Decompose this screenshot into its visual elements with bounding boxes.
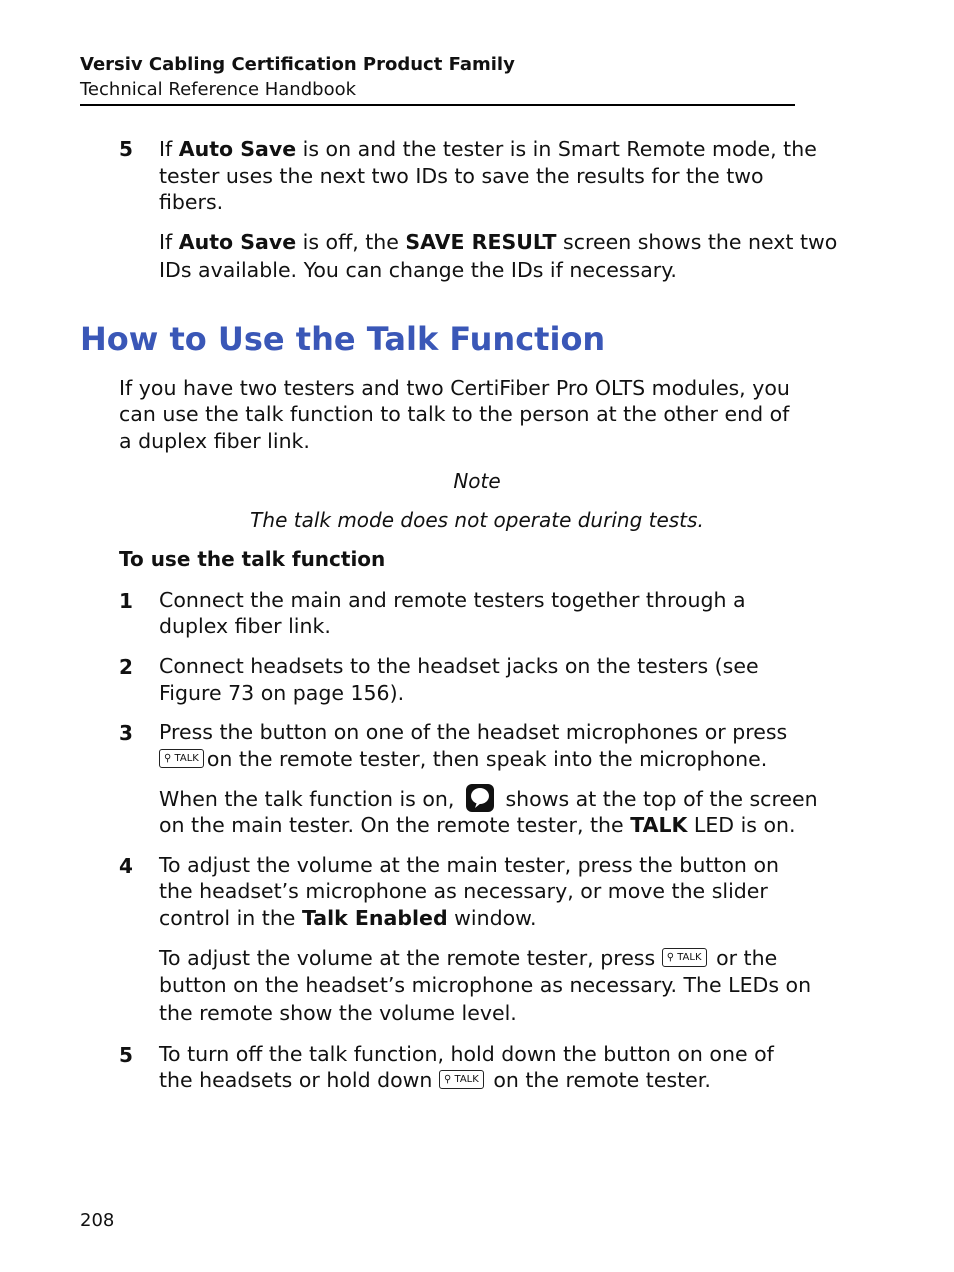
step-5b-line-1: To turn off the talk function, hold down the button on one of <box>159 1042 774 1066</box>
procedure-title: To use the talk function <box>119 547 386 571</box>
talk-key-icon: ⚲ TALK <box>159 749 204 768</box>
step-1-line-2: duplex fiber link. <box>159 614 331 638</box>
note-text: The talk mode does not operate during tests. <box>250 508 704 532</box>
step-5-line-3: fibers. <box>159 190 224 214</box>
note-label: Note <box>453 469 501 493</box>
page-number: 208 <box>80 1210 115 1231</box>
step-5-line-1: If Auto Save is on and the tester is in Smart Remote mode, the <box>159 137 817 161</box>
step-4-line-2: the headset’s microphone as necessary, or move the slider <box>159 879 768 903</box>
running-header-title: Versiv Cabling Certification Product Family <box>80 54 515 75</box>
step-4-sub-line-2: button on the headset’s microphone as necessary. The LEDs on <box>159 973 812 997</box>
step-2-line-2: Figure 73 on page 156). <box>159 681 405 705</box>
step-number: 5 <box>119 1043 133 1067</box>
intro-line-2: can use the talk function to talk to the person at the other end of <box>119 402 790 426</box>
talk-key-icon: ⚲ TALK <box>439 1070 484 1089</box>
talk-key-icon: ⚲ TALK <box>662 948 707 967</box>
step-4-sub-line-3: the remote show the volume level. <box>159 1001 517 1025</box>
step-3-sub-line-2: on the main tester. On the remote tester, the TALK LED is on. <box>159 813 796 837</box>
step-5-sub-line-2: IDs available. You can change the IDs if necessary. <box>159 258 677 282</box>
step-3-line-1: Press the button on one of the headset microphones or press <box>159 720 788 744</box>
step-4-line-1: To adjust the volume at the main tester, press the button on <box>159 853 779 877</box>
step-number: 2 <box>119 655 133 679</box>
step-number: 3 <box>119 721 133 745</box>
intro-line-3: a duplex fiber link. <box>119 429 310 453</box>
step-number: 5 <box>119 137 133 161</box>
step-4-line-3: control in the Talk Enabled window. <box>159 906 537 930</box>
header-divider <box>80 104 795 106</box>
running-header-subtitle: Technical Reference Handbook <box>80 79 357 100</box>
step-2-line-1: Connect headsets to the headset jacks on the testers (see <box>159 654 759 678</box>
step-5-line-2: tester uses the next two IDs to save the results for the two <box>159 164 764 188</box>
talk-bubble-icon <box>465 783 495 813</box>
section-heading: How to Use the Talk Function <box>80 320 606 358</box>
step-3-line-2: ⚲ TALK on the remote tester, then speak into the microphone. <box>159 746 767 773</box>
talk-mic-icon: ⚲ <box>164 753 172 764</box>
step-number: 1 <box>119 589 133 613</box>
talk-mic-icon: ⚲ <box>443 1074 452 1085</box>
step-5b-line-2: the headsets or hold down ⚲ TALK on the remote tester. <box>159 1068 711 1092</box>
step-1-line-1: Connect the main and remote testers together through a <box>159 588 746 612</box>
intro-line-1: If you have two testers and two CertiFiber Pro OLTS modules, you <box>119 376 790 400</box>
talk-mic-icon: ⚲ <box>666 952 675 963</box>
step-3-sub-line-1: When the talk function is on, shows at the top of the screen <box>159 786 818 813</box>
step-4-sub-line-1: To adjust the volume at the remote tester, press ⚲ TALK or the <box>159 946 778 970</box>
step-number: 4 <box>119 854 133 878</box>
step-5-sub-line-1: If Auto Save is off, the SAVE RESULT screen shows the next two <box>159 230 838 254</box>
